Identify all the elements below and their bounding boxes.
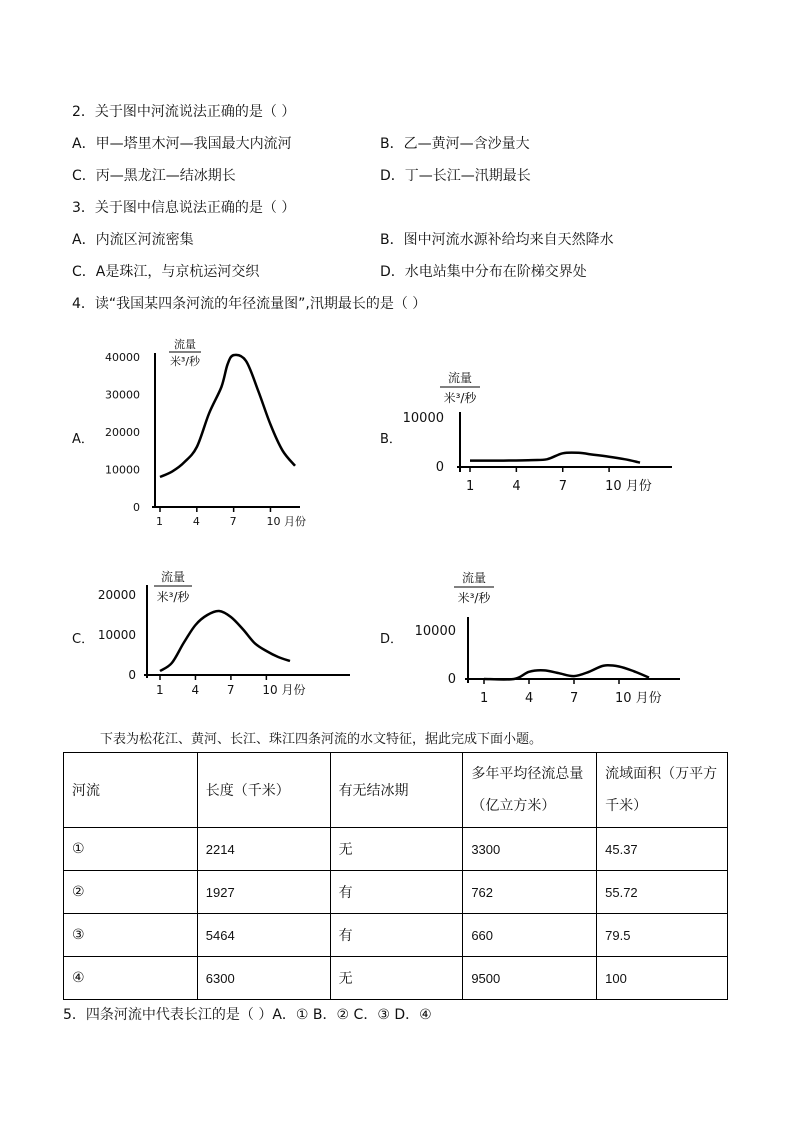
chart-d-ylabel-bottom: 米³/秒: [457, 591, 491, 605]
table-header-cell: 有无结冰期: [330, 753, 463, 828]
chart-d-ytick-label: 10000: [414, 624, 456, 639]
table-cell: 762: [463, 871, 597, 914]
chart-a-xtick-label: 4: [192, 515, 200, 528]
table-header-cell: 多年平均径流总量（亿立方米）: [463, 753, 597, 828]
chart-c-xtick-label: 7: [226, 683, 235, 697]
table-cell: 无: [330, 828, 463, 871]
table-cell: ②: [64, 871, 198, 914]
chart-b-xtick-label: 7: [558, 479, 568, 494]
q3-stem: 3．关于图中信息说法正确的是（ ）: [72, 200, 296, 216]
chart-a-option-label: A．: [72, 432, 94, 447]
q2-stem: 2．关于图中河流说法正确的是（ ）: [72, 104, 296, 120]
q3-option-c: C．A是珠江，与京杭运河交织: [72, 264, 260, 280]
table-cell: 6300: [197, 957, 330, 1000]
chart-b: [400, 368, 690, 503]
chart-a-ylabel-top: 流量: [174, 338, 196, 351]
chart-d-xtick-label: 1: [480, 691, 489, 706]
chart-a: [100, 335, 340, 535]
chart-c-xtick-label: 1: [156, 683, 164, 697]
chart-b-ylabel-top: 流量: [447, 371, 473, 385]
q2-option-b: B．乙—黄河—含沙量大: [380, 136, 530, 152]
chart-a-ytick-label: 20000: [105, 426, 140, 439]
q3-option-a: A．内流区河流密集: [72, 232, 194, 248]
chart-c: [97, 567, 360, 707]
chart-b-xtick-label: 4: [512, 479, 521, 494]
chart-d: [400, 567, 690, 712]
chart-b-xtick-label: 10 月份: [605, 479, 652, 494]
chart-c-ytick-label: 0: [128, 668, 136, 682]
table-header-row: [64, 753, 728, 828]
chart-a-ylabel-bottom: 米³/秒: [169, 355, 201, 368]
table-cell: 2214: [197, 828, 330, 871]
chart-c-flow-line: [160, 611, 290, 671]
chart-b-ylabel-bottom: 米³/秒: [443, 391, 477, 405]
chart-d-flow-line: [484, 665, 649, 679]
chart-a-flow-line: [160, 355, 295, 477]
table-cell: 1927: [197, 871, 330, 914]
table-cell: ④: [64, 957, 198, 1000]
chart-c-xtick-label: 4: [191, 683, 200, 697]
table-cell: 无: [330, 957, 463, 1000]
table-cell: 9500: [463, 957, 597, 1000]
table-header-cell: 长度（千米）: [197, 753, 330, 828]
chart-d-xtick-label: 4: [525, 691, 534, 706]
q2-option-d: D．丁—长江—汛期最长: [380, 168, 531, 184]
table-cell: 有: [330, 914, 463, 957]
table-header-cell: 河流: [64, 753, 198, 828]
chart-a-ytick-label: 10000: [105, 463, 140, 477]
table-cell: 79.5: [597, 914, 728, 957]
chart-b-xtick-label: 1: [466, 479, 475, 494]
chart-c-ylabel-top: 流量: [160, 570, 186, 584]
q3-option-b: B．图中河流水源补给均来自天然降水: [380, 232, 614, 248]
chart-a-xtick-label: 10 月份: [266, 515, 306, 528]
chart-c-ylabel-bottom: 米³/秒: [156, 590, 190, 604]
chart-c-xtick-label: 10 月份: [262, 683, 306, 697]
chart-d-xtick-label: 10 月份: [615, 691, 662, 706]
table-header-cell: 流域面积（万平方千米）: [597, 753, 728, 828]
table-cell: 660: [463, 914, 597, 957]
hydrology-table: [63, 752, 728, 1000]
chart-d-ylabel-top: 流量: [461, 571, 487, 585]
table-cell: 5464: [197, 914, 330, 957]
chart-a-ytick-label: 30000: [105, 388, 140, 402]
table-cell: 45.37: [597, 828, 728, 871]
chart-c-option-label: C．: [72, 632, 95, 647]
chart-b-ytick-label: 0: [435, 460, 444, 475]
chart-a-ytick-label: 0: [133, 501, 140, 514]
q2-option-a: A．甲—塔里木河—我国最大内流河: [72, 136, 292, 152]
q5-stem: 5．四条河流中代表长江的是（ ）A．① B．② C．③ D．④: [63, 1007, 432, 1023]
chart-c-ytick-label: 10000: [97, 628, 136, 642]
table-cell: ①: [64, 828, 198, 871]
table-cell: 3300: [463, 828, 597, 871]
q2-option-c: C．丙—黑龙江—结冰期长: [72, 168, 236, 184]
chart-d-ytick-label: 0: [447, 672, 456, 687]
table-row: [64, 914, 728, 957]
chart-b-option-label: B．: [380, 432, 402, 447]
chart-b-flow-line: [470, 453, 640, 463]
chart-d-xtick-label: 7: [570, 691, 579, 706]
chart-b-ytick-label: 10000: [402, 411, 444, 426]
table-intro: 下表为松花江、黄河、长江、珠江四条河流的水文特征，据此完成下面小题。: [100, 732, 543, 747]
chart-c-ytick-label: 20000: [97, 588, 136, 602]
table-row: [64, 828, 728, 871]
table-cell: ③: [64, 914, 198, 957]
chart-a-ytick-label: 40000: [105, 351, 140, 364]
chart-d-option-label: D．: [380, 632, 404, 647]
table-cell: 有: [330, 871, 463, 914]
table-cell: 100: [597, 957, 728, 1000]
chart-a-xtick-label: 7: [229, 515, 237, 528]
q3-option-d: D．水电站集中分布在阶梯交界处: [380, 264, 587, 280]
table-cell: 55.72: [597, 871, 728, 914]
table-row: [64, 871, 728, 914]
chart-a-xtick-label: 1: [156, 515, 163, 528]
q4-stem: 4．读“我国某四条河流的年径流量图”,汛期最长的是（ ）: [72, 296, 427, 312]
table-row: [64, 957, 728, 1000]
